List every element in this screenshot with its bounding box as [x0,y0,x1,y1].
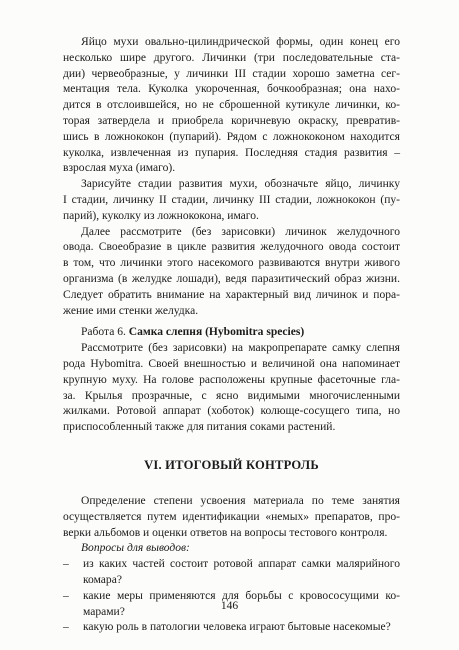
text-line: организма (в желудке лошади), ведя паразитический образ жизни. [63,272,400,285]
text-line: крупную муху. На голове расположены крупные фасеточные гла- [63,373,400,386]
questions-label: Вопросы для выводов: [81,542,190,555]
dash-bullet: – [63,621,69,634]
page-number: 146 [220,600,239,612]
text-line: шись в ложнококон (пупарий). Рядом с ложнококоном находится [63,130,400,143]
text-line: Рассмотрите (без зарисовки) на макропрепарате самку слепня [81,342,400,355]
text-line: Зарисуйте стадии развития мухи, обозначьте яйцо, личинку [81,178,400,191]
work-6-block [63,325,400,436]
spacer [63,436,400,456]
text-line: куколка, извлеченная из пупария. Последняя стадия развития – [63,146,400,159]
text-line: Определение степени усвоения материала по теме занятия [81,494,400,507]
text-line: жилками. Ротовой аппарат (хоботок) колюще-сосущего типа, но [63,405,400,418]
paragraph-botfly [63,225,400,320]
text-line: Далее рассмотрите (без зарисовки) личинок желудочного [81,225,400,238]
question-text: какую роль в патологии человека играют бытовые насекомые? [83,621,391,634]
text-line: дии) червеобразные, у личинки III стадии хорошо заметна сег- [63,67,400,80]
paragraph-draw-stages [63,177,400,224]
question-text-continuation: комара? [83,573,122,586]
text-line: овода. Своеобразие в цикле развития желудочного овода состоит [63,241,400,254]
text-line: рода Hybomitra. Своей внешностью и величиной она напоминает [63,357,400,370]
paragraph-fly-egg [63,35,400,177]
work-6-prefix: Работа 6. [81,326,129,339]
dash-bullet: – [63,558,69,571]
questions-list [63,557,400,636]
text-line: парий), куколку из ложнококона, имаго. [63,209,259,222]
list-item [63,620,400,636]
paragraph-final-control [63,494,400,541]
text-line: Яйцо мухи овально-цилиндрической формы, один конец его [81,36,400,48]
text-line: дится в отслоившейся, но не сброшенной кутикуле личинки, ко- [63,99,400,112]
text-line: верки альбомов и оценки ответов на вопросы тестового контроля. [63,526,388,539]
list-item [63,557,400,573]
question-text-continuation: марами? [83,605,125,618]
text-line: осуществляется путем идентификации «немых» препаратов, про- [63,510,400,523]
text-line: торая затвердела и приобрела коричневую окраску, превратив- [63,114,400,127]
text-line: Следует обратить внимание на характерный вид личинок и пора- [63,288,400,301]
text-line: несколько шире другого. Личинки (три последовательные ста- [63,51,400,64]
work-6-title-line [63,325,400,341]
text-line: за. Крылья прозрачные, с ясно видимыми многочисленными [63,389,400,402]
text-line: в том, что личинки этого насекомого развиваются внутри живого [63,257,400,270]
text-line: жение ими стенки желудка. [63,304,199,317]
page-content [63,35,400,636]
text-line: ментация тела. Куколка укороченная, бочкообразная; она нахо- [63,83,400,96]
question-text: из каких частей состоит ротовой аппарат самки малярийного [83,558,400,571]
dash-bullet: – [63,589,69,602]
section-heading: VI. ИТОГОВЫЙ КОНТРОЛЬ [144,457,319,472]
question-text: какие меры применяются для борьбы с кровососущими ко- [83,589,400,602]
work-6-title: Самка слепня (Hybomitra species) [128,326,305,339]
text-line: взрослая муха (имаго). [63,162,176,175]
spacer [63,474,400,494]
text-line: приспособленный также для питания соками растений. [63,421,336,434]
text-line: I стадии, личинку II стадии, личинку III стадии, ложнококон (пу- [63,193,400,206]
